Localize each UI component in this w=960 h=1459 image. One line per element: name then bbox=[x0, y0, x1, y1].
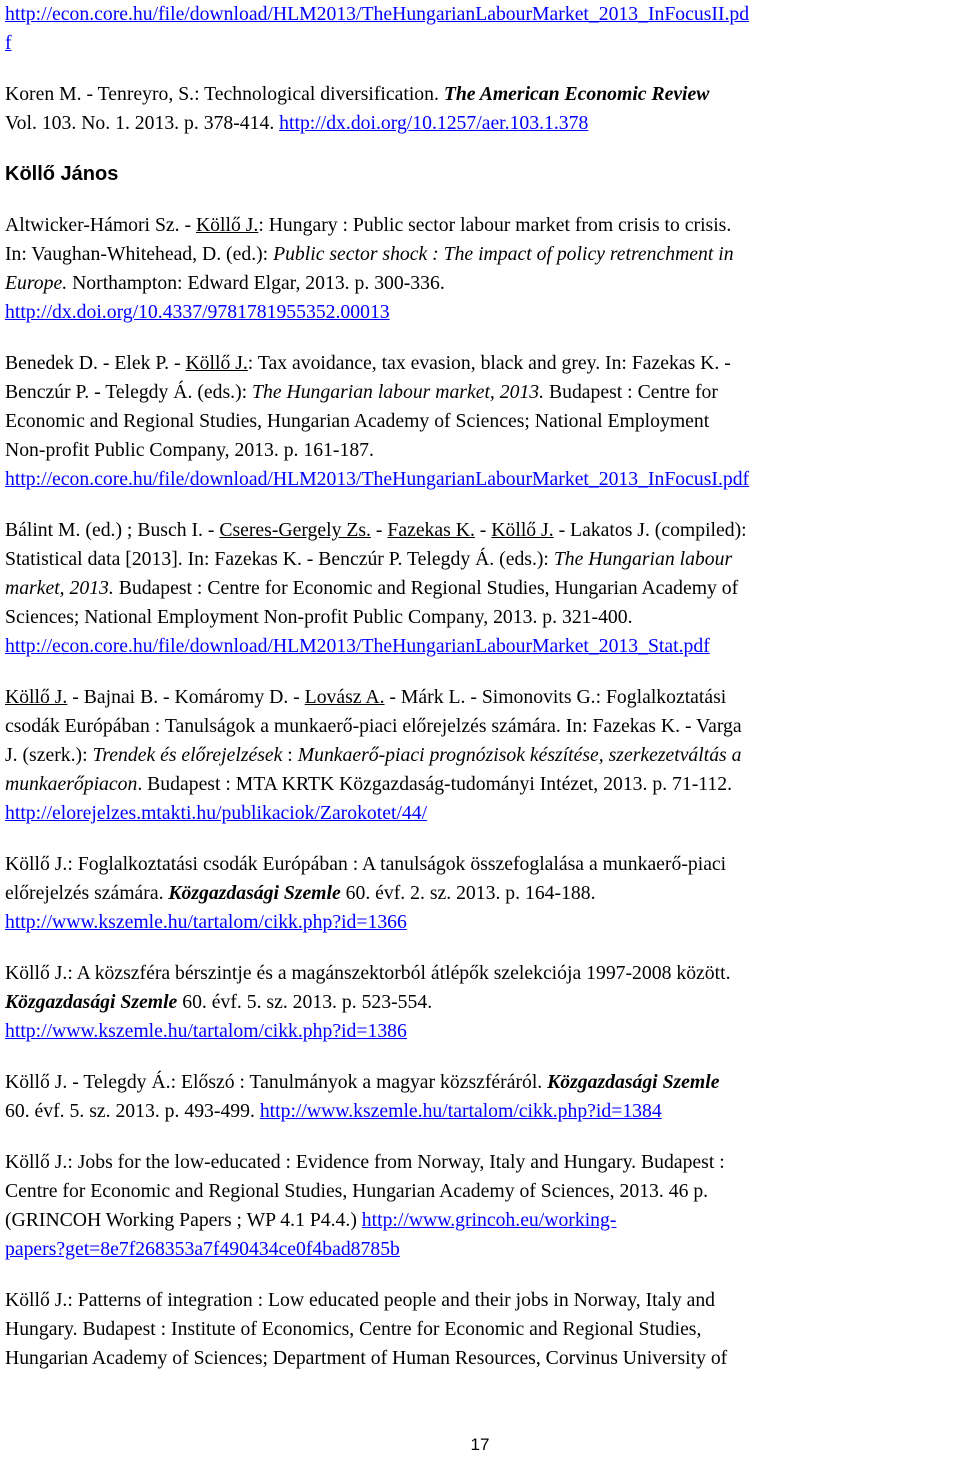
reference-link[interactable]: http://www.grincoh.eu/working- bbox=[361, 1209, 617, 1231]
reference-entry bbox=[5, 850, 955, 937]
separator: - bbox=[474, 519, 492, 541]
author-link[interactable]: Fazekas K. bbox=[387, 519, 475, 541]
page-number: 17 bbox=[470, 1435, 490, 1454]
reference-text: Sciences; National Employment Non-profit Public Company, 2013. p. 321-400. bbox=[5, 606, 633, 628]
reference-link[interactable]: http://econ.core.hu/file/download/HLM2013/TheHungarianLabourMarket_2013_Stat.pdf bbox=[5, 635, 710, 657]
reference-text: Hungary. Budapest : Institute of Economics, Centre for Economic and Regional Studies, bbox=[5, 1318, 702, 1340]
reference-text: : Hungary : Public sector labour market from crisis to crisis. bbox=[258, 214, 732, 236]
authors: Bálint M. (ed.) ; Busch I. - bbox=[5, 519, 220, 541]
author-link[interactable]: Cseres-Gergely Zs. bbox=[219, 519, 371, 541]
book-title: market, 2013. bbox=[5, 577, 114, 599]
reference-entry bbox=[5, 349, 955, 494]
authors: Benedek D. - Elek P. - bbox=[5, 352, 186, 374]
reference-text: J. (szerk.): bbox=[5, 744, 93, 766]
reference-link[interactable]: http://econ.core.hu/file/download/HLM2013/TheHungarianLabourMarket_2013_InFocusI.pdf bbox=[5, 468, 750, 490]
author-link[interactable]: Köllő J. bbox=[195, 214, 259, 236]
reference-text: Centre for Economic and Regional Studies, Hungarian Academy of Sciences, 2013. 46 p. bbox=[5, 1180, 709, 1202]
reference-link[interactable]: http://econ.core.hu/file/download/HLM2013/TheHungarianLabourMarket_2013_InFocusII.pd bbox=[5, 3, 750, 25]
reference-entry bbox=[5, 211, 955, 327]
reference-entry bbox=[5, 959, 955, 1046]
author-link[interactable]: Köllő J. bbox=[491, 519, 554, 541]
reference-text: Koren M. - Tenreyro, S.: Technological diversification. bbox=[5, 83, 444, 105]
reference-text: Non-profit Public Company, 2013. p. 161-187. bbox=[5, 439, 374, 461]
authors: Altwicker-Hámori Sz. - bbox=[5, 214, 196, 236]
book-title: Public sector shock : The impact of policy retrenchment in bbox=[273, 243, 734, 265]
reference-link[interactable]: http://www.kszemle.hu/tartalom/cikk.php?id=1386 bbox=[5, 1020, 407, 1042]
reference-entry bbox=[5, 0, 955, 58]
reference-text: Köllő J.: A közszféra bérszintje és a magánszektorból átlépők szelekciója 1997-2008 között. bbox=[5, 962, 731, 984]
author-link[interactable]: Köllő J. bbox=[5, 686, 68, 708]
book-title: Europe. bbox=[5, 272, 68, 294]
reference-text: 60. évf. 2. sz. 2013. p. 164-188. bbox=[340, 882, 596, 904]
document-page bbox=[5, 0, 955, 1459]
reference-text: Budapest : Centre for bbox=[544, 381, 718, 403]
reference-text: 60. évf. 5. sz. 2013. p. 523-554. bbox=[177, 991, 433, 1013]
reference-text: előrejelzés számára. bbox=[5, 882, 169, 904]
journal-title: Közgazdasági Szemle bbox=[168, 882, 341, 904]
authors: - Lakatos J. (compiled): bbox=[553, 519, 747, 541]
reference-text: Köllő J.: Patterns of integration : Low educated people and their jobs in Norway, Italy and bbox=[5, 1289, 716, 1311]
reference-text: 60. évf. 5. sz. 2013. p. 493-499. bbox=[5, 1100, 260, 1122]
reference-entry bbox=[5, 683, 955, 828]
reference-entry bbox=[5, 80, 955, 138]
book-title: The Hungarian labour market, 2013. bbox=[252, 381, 545, 403]
reference-text: Köllő J. - Telegdy Á.: Előszó : Tanulmányok a magyar közszféráról. bbox=[5, 1071, 548, 1093]
reference-text: csodák Európában : Tanulságok a munkaerő-piaci előrejelzés számára. In: Fazekas K. - Varga bbox=[5, 715, 742, 737]
reference-link-continued[interactable]: papers?get=8e7f268353a7f490434ce0f4bad8785b bbox=[5, 1238, 400, 1260]
section-heading: Köllő János bbox=[5, 163, 119, 185]
book-subtitle: munkaerőpiacon bbox=[5, 773, 138, 795]
reference-entry bbox=[5, 1068, 955, 1126]
reference-text: Köllő J.: Jobs for the low-educated : Evidence from Norway, Italy and Hungary. Budapest : bbox=[5, 1151, 725, 1173]
authors: - Bajnai B. - Komáromy D. - bbox=[67, 686, 305, 708]
author-link[interactable]: Lovász A. bbox=[304, 686, 385, 708]
reference-text: (GRINCOH Working Papers ; WP 4.1 P4.4.) bbox=[5, 1209, 362, 1231]
book-subtitle: Munkaerő-piaci prognózisok készítése, szerkezetváltás a bbox=[297, 744, 742, 766]
reference-link[interactable]: http://dx.doi.org/10.1257/aer.103.1.378 bbox=[279, 112, 589, 134]
reference-entry bbox=[5, 516, 955, 661]
book-title: The Hungarian labour bbox=[553, 548, 733, 570]
reference-text: Köllő J.: Foglalkoztatási csodák Európában : A tanulságok összefoglalása a munkaerő-piaci bbox=[5, 853, 727, 875]
reference-link[interactable]: http://www.kszemle.hu/tartalom/cikk.php?id=1384 bbox=[259, 1100, 662, 1122]
separator: - bbox=[370, 519, 388, 541]
author-link[interactable]: Köllő J. bbox=[185, 352, 248, 374]
reference-text: Benczúr P. - Telegdy Á. (eds.): bbox=[5, 381, 253, 403]
journal-title: Közgazdasági Szemle bbox=[547, 1071, 720, 1093]
reference-text: Hungarian Academy of Sciences; Department of Human Resources, Corvinus University of bbox=[5, 1347, 728, 1369]
reference-text: : Tax avoidance, tax evasion, black and grey. In: Fazekas K. - bbox=[247, 352, 731, 374]
reference-text: . Budapest : MTA KRTK Közgazdaság-tudományi Intézet, 2013. p. 71-112. bbox=[137, 773, 732, 795]
reference-link[interactable]: http://dx.doi.org/10.4337/9781781955352.00013 bbox=[5, 301, 390, 323]
reference-text: In: Vaughan-Whitehead, D. (ed.): bbox=[5, 243, 274, 265]
reference-text: Economic and Regional Studies, Hungarian Academy of Sciences; National Employment bbox=[5, 410, 710, 432]
reference-link-continued[interactable]: f bbox=[5, 32, 12, 54]
reference-text: Northampton: Edward Elgar, 2013. p. 300-336. bbox=[67, 272, 445, 294]
reference-text: Budapest : Centre for Economic and Regional Studies, Hungarian Academy of bbox=[113, 577, 739, 599]
reference-entry bbox=[5, 1286, 955, 1373]
reference-text: : bbox=[282, 744, 298, 766]
reference-text: - Márk L. - Simonovits G.: Foglalkoztatási bbox=[384, 686, 727, 708]
reference-entry bbox=[5, 1148, 955, 1264]
journal-title: Közgazdasági Szemle bbox=[5, 991, 178, 1013]
journal-title: The American Economic Review bbox=[443, 83, 710, 105]
book-title: Trendek és előrejelzések bbox=[92, 744, 283, 766]
reference-link[interactable]: http://www.kszemle.hu/tartalom/cikk.php?id=1366 bbox=[5, 911, 407, 933]
reference-text: Vol. 103. No. 1. 2013. p. 378-414. bbox=[5, 112, 280, 134]
reference-link[interactable]: http://elorejelzes.mtakti.hu/publikaciok/Zarokotet/44/ bbox=[5, 802, 428, 824]
reference-text: Statistical data [2013]. In: Fazekas K. - Benczúr P. Telegdy Á. (eds.): bbox=[5, 548, 554, 570]
